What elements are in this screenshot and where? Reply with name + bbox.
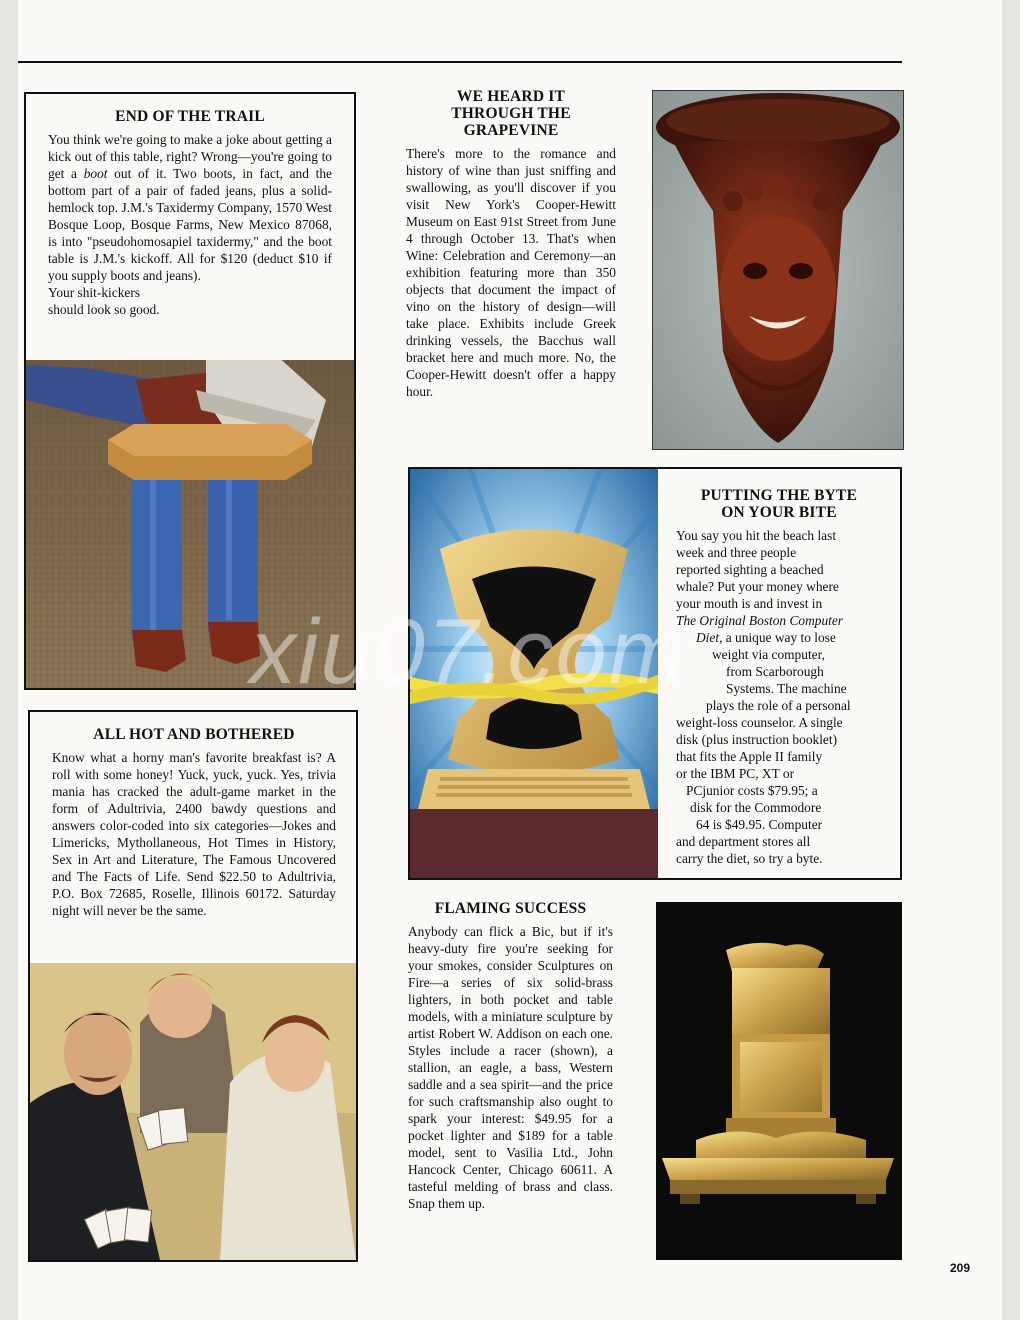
bacchus-bracket-photo — [652, 90, 904, 450]
end-of-trail-text-b: out of it. Two boots, in fact, and the bottom part of a pair of faded jeans, plus a solid-hemlock top. J.M.'s Taxidermy Company, 1570 West Bosque Loop, Bosque Farms, New Mexico 87068, is into "pseudohomosapiel taxidermy," and the boot table is J.M.'s kickoff. All for $120 (deduct $10 if you supply boots and jeans). — [48, 166, 332, 283]
grapevine-title-2: THROUGH THE — [451, 105, 571, 122]
byte-line: weight-loss counselor. A single — [676, 715, 843, 730]
end-of-trail-closing-2: should look so good. — [48, 302, 160, 317]
byte-line: disk (plus instruction booklet) — [676, 732, 838, 747]
flaming-text: Anybody can flick a Bic, but if it's heavy-duty fire you're seeking for your smokes, consider Sculptures on Fire—a series of six solid-brass lighters, in both pocket and table models, with a miniature sculpture by artist Robert W. Addison on each one. Styles include a racer (shown), a stallion, an eagle, a bass, Western saddle and a sea spirit—and the price for such craftsmanship also ought to spark your interest: $49.95 for a pocket lighter and $189 for a table model, sent to Vasilia Ltd., John Hancock Center, Chicago 60611. A tasteful melding of brass and class. Snap them up. — [408, 924, 613, 1211]
end-of-trail-emphasis: boot — [83, 166, 108, 181]
computer-diet-illustration — [410, 469, 658, 878]
byte-line: your mouth is and invest in — [676, 596, 823, 611]
byte-line: weight via computer, — [712, 647, 825, 662]
byte-line: that fits the Apple II family — [676, 749, 823, 764]
grapevine-title-1: WE HEARD IT — [456, 88, 566, 105]
byte-line: or the IBM PC, XT or — [676, 766, 795, 781]
grapevine-article — [406, 88, 616, 400]
adultrivia-illustration — [30, 963, 356, 1260]
byte-line: plays the role of a personal — [706, 698, 851, 713]
byte-box — [408, 467, 902, 880]
byte-text — [676, 527, 894, 867]
byte-line: disk for the Commodore — [690, 800, 822, 815]
flaming-title: FLAMING SUCCESS — [434, 900, 587, 917]
watermark: xiu07.com — [250, 601, 688, 703]
byte-line: from Scarborough — [726, 664, 824, 679]
end-of-trail-text — [48, 131, 332, 284]
byte-title-2: ON YOUR BITE — [721, 504, 837, 521]
byte-title-1: PUTTING THE BYTE — [700, 487, 858, 504]
byte-line: week and three people — [676, 545, 797, 560]
byte-line: carry the diet, so try a byte. — [676, 851, 823, 866]
top-rule — [18, 61, 902, 63]
byte-line: reported sighting a beached — [676, 562, 824, 577]
byte-text-column — [664, 487, 894, 867]
end-of-trail-box — [24, 92, 356, 690]
byte-line: 64 is $49.95. Computer — [696, 817, 823, 832]
byte-product-name-1: The Original Boston Computer — [676, 613, 844, 628]
hot-bothered-text: Know what a horny man's favorite breakfast is? A roll with some honey! Yuck, yuck, yuck. Yes, trivia mania has cracked the adult-game market in the form of Adultrivia, 2400 bawdy questions and answers color-coded into six categories—Jokes and Limericks, Mythollaneous, Hot Times in History, Sex in Art and Literature, The Famous Uncovered and The Facts of Life. Send $22.50 to Adultrivia, P.O. Box 72685, Roselle, Illinois 60172. Saturday night will never be the same. — [52, 750, 336, 918]
end-of-trail-title: END OF THE TRAIL — [115, 108, 265, 125]
grapevine-text: There's more to the romance and history of wine than just sniffing and swallowing, as you'll discover if you visit New York's Cooper-Hewitt Museum on East 91st Street from June 4 through October 13. That's when Wine: Celebration and Ceremony—an exhibition featuring more than 350 objects that document the impact of vino on the history of design—will take place. Exhibits include Greek drinking vessels, the Bacchus wall bracket here and much more. No, the Cooper-Hewitt doesn't offer a happy hour. — [406, 146, 616, 399]
grapevine-title-3: GRAPEVINE — [463, 122, 559, 139]
byte-product-name-2: Diet — [696, 630, 720, 645]
end-of-trail-closing-1: Your shit-kickers — [48, 285, 141, 300]
byte-line: whale? Put your money where — [676, 579, 839, 594]
byte-line: , a unique way to lose — [719, 630, 836, 645]
page-number: 209 — [950, 1261, 971, 1275]
byte-line: PCjunior costs $79.95; a — [686, 783, 818, 798]
byte-line: You say you hit the beach last — [676, 528, 837, 543]
byte-line: Systems. The machine — [726, 681, 847, 696]
end-of-trail-text-a: You think we're going to make a joke about getting a kick out of this table, right? Wrong—you're going to get a — [48, 132, 332, 181]
end-of-trail-closing — [48, 284, 332, 318]
flaming-article — [408, 900, 613, 1212]
brass-lighter-photo — [656, 902, 902, 1260]
boot-table-photo — [26, 360, 354, 688]
hot-bothered-box — [28, 710, 358, 1262]
byte-line: and department stores all — [676, 834, 811, 849]
hot-bothered-title: ALL HOT AND BOTHERED — [93, 726, 295, 743]
